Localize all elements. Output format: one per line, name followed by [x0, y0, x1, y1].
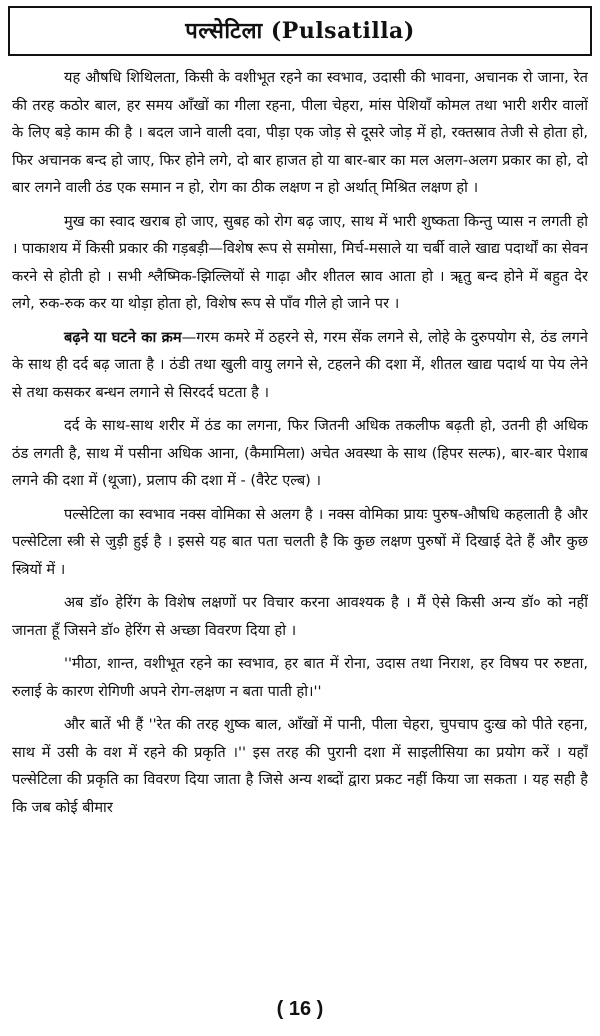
page-number: ( 16 ) — [276, 998, 324, 1020]
body-text — [12, 64, 588, 984]
paragraph-6: अब डॉ० हेरिंग के विशेष लक्षणों पर विचार करना आवश्यक है । मैं ऐसे किसी अन्य डॉ० को नहीं जानता हूँ जिसने डॉ० हेरिंग से अच्छा विवरण दिया हो । — [12, 594, 588, 639]
paragraph-4: दर्द के साथ-साथ शरीर में ठंड का लगना, फिर जितनी अधिक तकलीफ बढ़ती हो, उतनी ही अधिक ठंड लगती है, साथ में पसीना अधिक आना, (कैमामिला) अचेत अवस्था के साथ (हिपर सल्फ), बार-बार पेशाब लगने की दशा में (थूजा), प्रलाप की दशा में - (वैरेट एल्ब) । — [12, 417, 588, 489]
paragraph-7: ''मीठा, शान्त, वशीभूत रहने का स्वभाव, हर बात में रोना, उदास तथा निराश, हर विषय पर रुष्टता, रुलाई के कारण रोगिणी अपने रोग-लक्षण न बता पाती हो।'' — [12, 655, 588, 700]
page-title: पल्सेटिला (Pulsatilla) — [185, 18, 415, 44]
paragraph-3-lead: बढ़ने या घटने का क्रम — [64, 328, 182, 346]
paragraph-8: और बातें भी हैं ''रेत की तरह शुष्क बाल, आँखों में पानी, पीला चेहरा, चुपचाप दुःख को पीते रहना, साथ में उसी के वश में रहने की प्रकृति ।'' इस तरह की पुरानी दशा में साइलीसिया का प्रयोग करें । यहाँ पल्सेटिला की प्रकृति का विवरण दिया जाता है जिसे अन्य शब्दों द्वारा प्रकट नहीं किया जा सकता । यह सही है कि जब कोई बीमार — [12, 716, 588, 816]
paragraph-3 — [12, 324, 588, 407]
paragraph-3-text: —गरम कमरे में ठहरने से, गरम सेंक लगने से, लोहे के दुरुपयोग से, ठंड लगने के साथ ही दर्द बढ़ जाता है । ठंडी तथा खुली वायु लगने से, टहलने की दशा में, शीतल खाद्य पदार्थ या पेय लेने से तथा कसकर बन्धन लगाने से सिरदर्द घटता है । — [12, 328, 588, 401]
paragraph-1: यह औषधि शिथिलता, किसी के वशीभूत रहने का स्वभाव, उदासी की भावना, अचानक रो जाना, रेत की तरह कठोर बाल, हर समय आँखों का गीला रहना, पीला चेहरा, मांस पेशियाँ कोमल तथा भारी शरीर वालों के लिए बड़े काम की है । बदल जाने वाली दवा, पीड़ा एक जोड़ से दूसरे जोड़ में हो, रक्तस्राव तेजी से होता हो, फिर अचानक बन्द हो जाए, फिर होने लगे, दो बार हाजत हो या बार-बार का मल अलग-अलग प्रकार का हो, दो बार लगने वाली ठंड एक समान न हो, रोग का ठीक लक्षण न हो अर्थात् मिश्रित लक्षण हो । — [12, 69, 588, 196]
paragraph-2: मुख का स्वाद खराब हो जाए, सुबह को रोग बढ़ जाए, साथ में भारी शुष्कता किन्तु प्यास न लगती हो । पाकाशय में किसी प्रकार की गड़बड़ी—विशेष रूप से समोसा, मिर्च-मसाले या चर्बी वाले खाद्य पदार्थों का सेवन करने से होती हो । सभी श्लैष्मिक-झिल्लियों से गाढ़ा और शीतल स्राव आता हो । ॠतु बन्द होने में बहुत देर लगे, रुक-रुक कर या थोड़ा होता हो, विशेष रूप से पाँव गीले हो जाने पर । — [12, 212, 588, 312]
paragraph-5: पल्सेटिला का स्वभाव नक्स वोमिका से अलग है । नक्स वोमिका प्रायः पुरुष-औषधि कहलाती है और पल्सेटिला स्त्री से जुड़ी हुई है । इससे यह बात पता चलती है कि कुछ लक्षण पुरुषों में दिखाई देते हैं और कुछ स्त्रियों में । — [12, 505, 588, 578]
title-box — [8, 6, 592, 56]
